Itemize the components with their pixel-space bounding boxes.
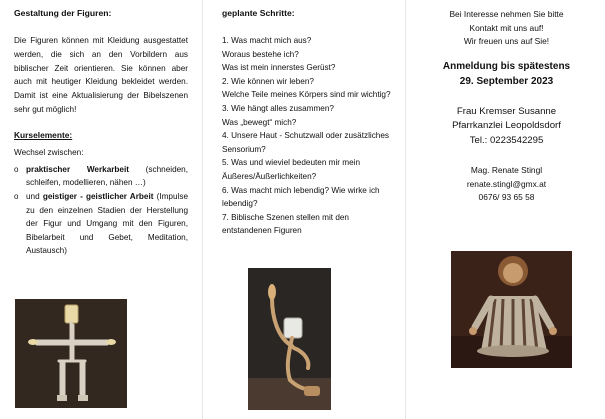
step-line: Was ist mein innerstes Gerüst?	[222, 63, 336, 73]
heading-planned-steps: geplante Schritte:	[222, 8, 295, 18]
contact-office: Pfarrkanzlei Leopoldsdorf	[452, 120, 561, 131]
contact-email: renate.stingl@gmx.at	[466, 178, 547, 189]
contact-phone: Tel.: 0223542295	[469, 134, 544, 146]
contact-name: Mag. Renate Stingl	[470, 165, 543, 175]
interest-line: Kontakt mit uns auf!	[469, 22, 544, 33]
heading-course-elements: Kurselemente:	[14, 129, 73, 140]
step-line: Welche Teile meines Körpers sind mir wichtig?	[222, 90, 391, 100]
interest-line: Wir freuen uns auf Sie!	[463, 36, 550, 46]
step-line: 5. Was und wieviel bedeuten mir mein Äußeres/Äußerlichkeiten?	[222, 158, 361, 181]
step-line: 6. Was macht mich lebendig? Wie wirke ich lebendig?	[222, 185, 380, 209]
contact-parish	[416, 105, 597, 149]
column-divider	[405, 0, 406, 419]
deadline-date: 29. September 2023	[459, 75, 554, 87]
step-line: 3. Wie hängt alles zusammen?	[222, 103, 334, 113]
contact-mobile: 0676/ 93 65 58	[478, 192, 535, 202]
contact-name: Frau Kremser Susanne	[456, 105, 557, 117]
figure-design-paragraph: Die Figuren können mit Kleidung ausgestattet werden, die sich an den Vorbildern aus biblischer Zeit orientieren. Sie können aber auch mit heutiger Kleidung bekleidet werden. Damit ist eine Aktualisierung der Bibelszenen sehr gut möglich!	[14, 36, 188, 114]
list-item	[14, 163, 188, 190]
interest-line: Bei Interesse nehmen Sie bitte	[449, 9, 564, 19]
bullet-marker: o	[14, 191, 19, 201]
contact-leader	[416, 164, 597, 205]
step-line: Was „bewegt“ mich?	[222, 117, 297, 127]
course-elements-list	[14, 163, 188, 258]
heading-figure-design: Gestaltung der Figuren:	[14, 8, 112, 18]
step-line: 1. Was macht mich aus?	[222, 36, 312, 45]
step-line: 7. Biblische Szenen stellen mit den entstandenen Figuren	[222, 212, 349, 236]
bullet-bold-text: praktischer Werkarbeit	[26, 164, 129, 174]
steps-list	[222, 34, 394, 238]
deadline-line: Anmeldung bis spätestens	[442, 60, 571, 72]
bullet-text: (Impulse zu den einzelnen Stadien der Herstellung der Figur und Umgang mit den Figuren, Bibelarbeit und Gebet, Meditation, Austausch)	[26, 191, 189, 256]
step-line: 2. Wie können wir leben?	[222, 76, 314, 86]
bullet-prefix: und	[26, 191, 43, 201]
registration-deadline	[416, 59, 597, 89]
bullet-text: (schneiden, schleifen, modellieren, nähen …)	[26, 164, 189, 188]
list-item	[14, 190, 188, 258]
interest-note	[416, 8, 597, 49]
photo-dressed-figure	[451, 251, 572, 368]
bullet-marker: o	[14, 164, 19, 174]
photo-figure-raised-arm	[248, 268, 331, 410]
step-line: 4. Unsere Haut - Schutzwall oder zusätzliches Sensorium?	[222, 131, 390, 154]
step-line: Woraus bestehe ich?	[222, 49, 299, 59]
photo-wire-skeleton	[15, 299, 127, 408]
course-elements-intro: Wechsel zwischen:	[14, 147, 84, 157]
column-divider	[202, 0, 203, 419]
bullet-bold-text: geistiger - geistlicher Arbeit	[42, 191, 154, 201]
